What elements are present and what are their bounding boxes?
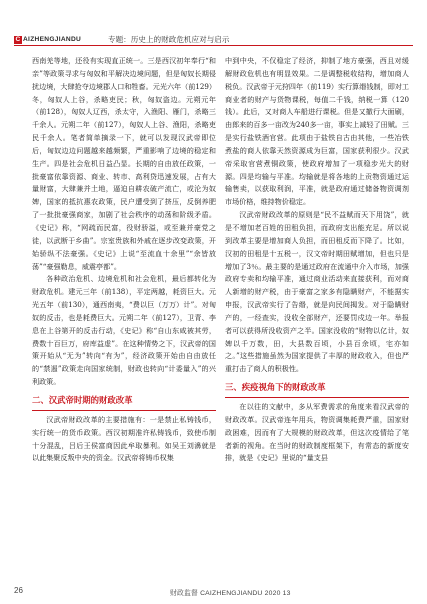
left-column xyxy=(32,55,216,465)
body-paragraph: 汉武帝财政改革的主要措施有：一是禁止私铸钱币，实行统一的货币政策。西汉初期准许私铸钱币，致使币制十分混乱，吕后王侯富商因此牟取暴利。如吴王刘濞就是以此集聚反叛中央的资金。汉武帝将铸币权集 xyxy=(32,414,216,463)
magazine-logo xyxy=(14,36,81,44)
section-header-title: 专题：历史上的财政危机应对与启示 xyxy=(108,35,230,44)
section-heading: 二、汉武帝时期的财政改革 xyxy=(32,393,216,411)
body-paragraph: 汉武帝财政改革的原则是“民不益赋而天下用饶”，就是不增加老百姓的田租负担，而政府支出能充足。所以说到改革主要是增加商人负担，而田租反而下降了。比如，汉初的田租是十五税一，汉文帝时期田赋增加，但也只是增加了3％。最主要的是通过政府在流通中介入市场，加强政府专卖和均输平准，通过商业活动来直接获利，而对商人新增的财产税，由于豪富之家多有隐瞒财产，不能据实申报，汉武帝实行了告缗，就是向民间揭发。对于隐瞒财产的，一经查实，没收全部财产，还要罚戍边一年。举报者可以获得所没收资产之半。国家没收的“财物以亿计，奴婢以千万数，田，大县数百顷，小县百余顷，宅亦如之。”这些措施虽然为国家提供了丰厚的财政收入，但也严重打击了商人的积极性。 xyxy=(225,210,409,374)
body-paragraph: 西南羌等地，还役有实现直正统一。三是西汉初年奉行“和亲”等政策寻求与匈奴和平解决边境问题，但是匈奴长期侵扰边境，大肆抢夺边境郡人口和牲畜。元光六年（前129）冬，匈奴人上谷，杀略吏民；秋，匈奴盗边。元朔元年（前128），匈奴人辽西，杀太守，入渔阳、雁门，杀略三千余人。元朔二年（前127），匈奴人上谷、渔阳，杀略吏民千余人。笔者简单摘录一下，就可以发现汉武帝即位后，匈奴边边问题越来越频繁，严重影响了边境的稳定和生产。四是社会危机日益凸显。长期的自由放任政策，一批豪富依靠资源、商业、转市、高利贷迅速发展，占有大量财富，大肆兼并土地，逼迫自耕农破产流亡，或沦为奴婢，国家的抵抗惠农政策，民户遭受到了挤压，反倒养肥了一批批豪强商家，加剧了社会秩序的动荡和阶级矛盾。《史记》称，“网疏而民富，役财骄溢，或至兼并豪党之徒，以武断于乡曲”。宗室贵族和外戚在逐步改变政策，开始骄纵不法豪强。《史记》上说“至流血十余里”“余皆放荡”“豪强勒息，威震亭都”。 xyxy=(32,56,216,271)
page-header xyxy=(0,0,427,44)
section-heading: 三、疾疫视角下的财政改革 xyxy=(225,380,409,398)
header-divider xyxy=(14,45,413,46)
logo-mark: C xyxy=(15,36,21,43)
body-paragraph: 在以往的文献中，多从军费需求的角度来看汉武帝的财政改革。汉武帝连年用兵，物资调集耗费严重，国家财政困难，因而有了大规模的财政改革，但这次疫情给了笔者新的视角。在当时的财政制度框架下，有常态的新度安排，就是《史记》里说的“量支县 xyxy=(225,402,409,463)
page-number: 26 xyxy=(14,586,23,595)
logo-text: AIZHENGJIANDU xyxy=(23,36,82,43)
body-paragraph: 中到中央，不仅稳定了经济，抑制了地方豪强，西且对缓解财政危机也有明显效果。二是调整税收结构，增加商人税负。汉武帝于元狩四年（前119）实行算缗钱制，即对工商业者的财产与货物课税，每值二千钱，纳税一算（120钱）。此后，又对商人车船进行课税。但是又撤行大面刷，由郎来的百多一亩改为240多一亩，事实上减轻了田赋。三是实行盐铁酒官营。此项由于盐铁自古由其他，一些冶铁煮盐的商人依靠天然资源成为巨富，国家获利很少。汉武帝采取官营煮铜政策，使政府增加了一项稳步光大的财源。四是均输与平准。均输就是将各地的上贡物资通过运输售卖，以获取利润，平准，就是政府通过储备物资调剂市场价格，维持物价稳定。 xyxy=(225,56,409,207)
page-footer xyxy=(0,586,427,600)
footer-magazine-info: 财政监督 CAIZHENGJIANDU 2020 13 xyxy=(170,590,291,597)
body-paragraph: 各种政治危机、边境危机和社会危机，最后都转化为财政危机。建元三年（前138），平定两越，耗资巨大。元光五年（前130），通西南夷，“费以巨（万万）计”。对匈奴的反击，也是耗费巨大。元朔二年（前127），卫青、李息在上谷第开的反击行动，《史记》称“自山东咸被其劳，费数十百巨万，府库益虚”。在这种情势之下，汉武帝的国策开始从“无为”转向“有为”，经济政策开始由自由放任的“禁遏”政策走向国家统制，财政也转向“计委量入”的兴利政策。 xyxy=(32,274,216,387)
right-column xyxy=(225,55,409,465)
